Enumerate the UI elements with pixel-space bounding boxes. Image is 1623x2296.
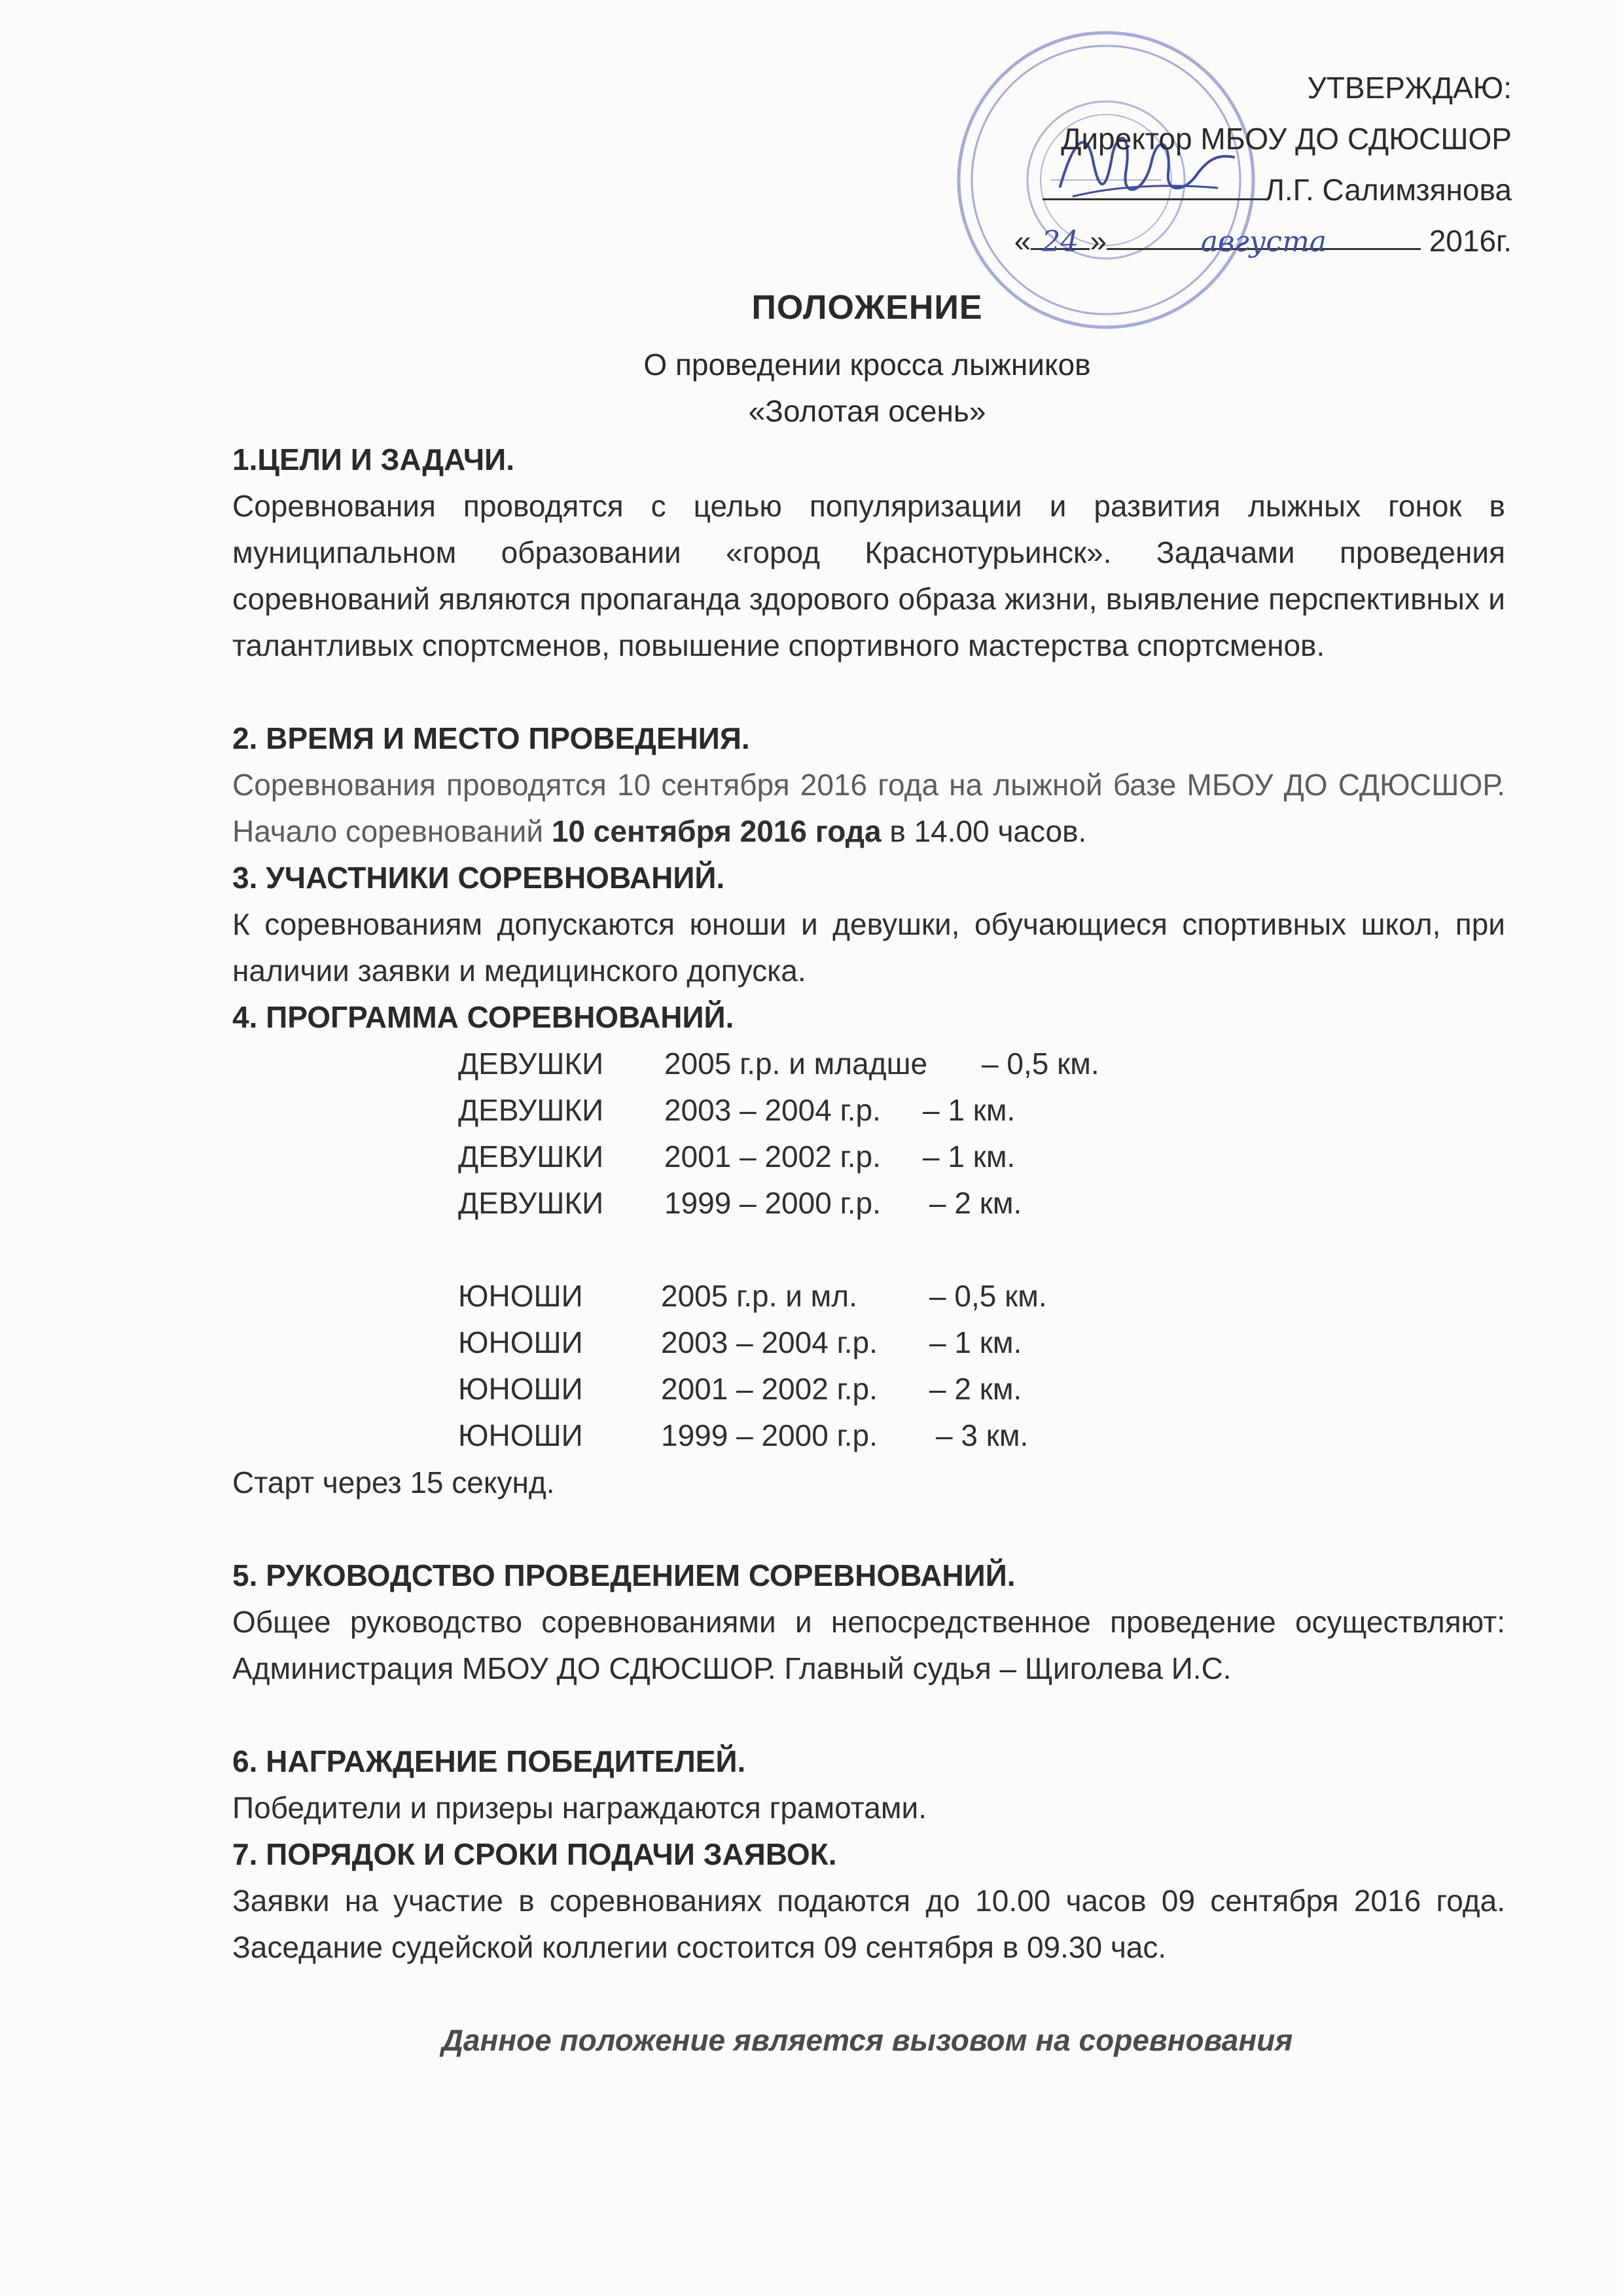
document-title: ПОЛОЖЕНИЕ xyxy=(751,289,983,327)
date-month: августа xyxy=(1107,217,1421,250)
section-text: К соревнованиям допускаются юноши и девушки, обучающиеся спортивных школ, при наличии заявки и медицинского допуска. xyxy=(232,907,1505,988)
section-text-part: в 14.00 часов. xyxy=(881,814,1087,848)
event-name: «Золотая осень» xyxy=(748,394,986,428)
section-heading: 7. ПОРЯДОК И СРОКИ ПОДАЧИ ЗАЯВОК. xyxy=(232,1837,837,1871)
program-years: 2003 – 2004 г.р. xyxy=(661,1325,878,1359)
program-years: 2001 – 2002 г.р. xyxy=(664,1139,881,1174)
section-heading: 3. УЧАСТНИКИ СОРЕВНОВАНИЙ. xyxy=(232,861,725,895)
date-quote-close: » xyxy=(1090,224,1107,258)
program-years: 1999 – 2000 г.р. xyxy=(661,1418,878,1452)
section-awards xyxy=(232,1738,1505,1831)
signature-blank xyxy=(1043,167,1265,200)
program-distance: – 3 км. xyxy=(936,1418,1029,1452)
section-participants xyxy=(232,855,1505,994)
section-heading: 4. ПРОГРАММА СОРЕВНОВАНИЙ. xyxy=(232,1000,734,1034)
program-years: 2003 – 2004 г.р. xyxy=(664,1093,881,1127)
section-text: Заявки на участие в соревнованиях подаются до 10.00 часов 09 сентября 2016 года. Заседание судейской коллегии состоится 09 сентября в 09.30 час. xyxy=(232,1884,1505,1964)
approval-position: Директор МБОУ ДО СДЮСШОР xyxy=(1061,122,1512,156)
section-heading: 5. РУКОВОДСТВО ПРОВЕДЕНИЕМ СОРЕВНОВАНИЙ. xyxy=(232,1558,1016,1592)
section-goals xyxy=(232,437,1505,669)
program-group: ЮНОШИ xyxy=(458,1372,583,1406)
program-distance: – 0,5 км. xyxy=(982,1047,1099,1081)
program-group: ЮНОШИ xyxy=(458,1418,583,1452)
section-text-part: Соревнования проводятся 10 сентября 2016 года на лыжной базе МБОУ ДО СДЮСШОР. Начало соревнований xyxy=(232,768,1505,848)
approval-heading: УТВЕРЖДАЮ: xyxy=(1307,71,1512,105)
approval-block xyxy=(923,62,1512,266)
program-group: ДЕВУШКИ xyxy=(458,1093,604,1127)
section-text: Соревнования проводятся с целью популяризации и развития лыжных гонок в муниципальном образовании «город Краснотурьинск». Задачами проведения соревнований являются пропаганда здорового образа жизни, выявление перспективных и талантливых спортсменов, повышение спортивного мастерства спортсменов. xyxy=(232,489,1505,662)
section-text: Победители и призеры награждаются грамотами. xyxy=(232,1791,927,1825)
program-distance: – 1 км. xyxy=(929,1325,1022,1359)
approval-signature-line xyxy=(923,164,1512,215)
section-program xyxy=(232,994,1505,1041)
program-group: ДЕВУШКИ xyxy=(458,1047,604,1081)
date-day: 24 xyxy=(1031,217,1090,250)
date-quote-open: « xyxy=(1014,224,1031,258)
program-note xyxy=(232,1460,1505,1506)
section-heading: 1.ЦЕЛИ И ЗАДАЧИ. xyxy=(232,442,515,476)
section-heading: 2. ВРЕМЯ И МЕСТО ПРОВЕДЕНИЯ. xyxy=(232,721,750,755)
section-applications xyxy=(232,1831,1505,1971)
program-group: ЮНОШИ xyxy=(458,1279,583,1313)
program-years: 2001 – 2002 г.р. xyxy=(661,1372,878,1406)
program-years: 2005 г.р. и мл. xyxy=(661,1279,857,1313)
start-interval-note: Старт через 15 секунд. xyxy=(232,1465,555,1499)
date-year: 2016г. xyxy=(1429,224,1512,258)
approval-date xyxy=(923,215,1512,266)
section-heading: 6. НАГРАЖДЕНИЕ ПОБЕДИТЕЛЕЙ. xyxy=(232,1744,746,1778)
program-distance: – 0,5 км. xyxy=(929,1279,1047,1313)
program-years: 2005 г.р. и младше xyxy=(664,1047,928,1081)
closing-statement: Данное положение является вызовом на соревнования xyxy=(441,2023,1293,2057)
section-text xyxy=(232,762,1505,855)
section-management xyxy=(232,1552,1505,1692)
program-distance: – 1 км. xyxy=(923,1093,1016,1127)
program-distance: – 2 км. xyxy=(929,1186,1022,1220)
section-time-place xyxy=(232,715,1505,855)
section-text: Общее руководство соревнованиями и непосредственное проведение осуществляют: Администрация МБОУ ДО СДЮСШОР. Главный судья – Щиголева И.С. xyxy=(232,1605,1505,1685)
program-distance: – 2 км. xyxy=(929,1372,1022,1406)
document-subtitle: О проведении кросса лыжников xyxy=(643,348,1091,382)
program-distance: – 1 км. xyxy=(923,1139,1016,1174)
approval-signer: Л.Г. Салимзянова xyxy=(1264,173,1512,207)
program-years: 1999 – 2000 г.р. xyxy=(664,1186,881,1220)
program-group: ЮНОШИ xyxy=(458,1325,583,1359)
program-group: ДЕВУШКИ xyxy=(458,1139,604,1174)
program-group: ДЕВУШКИ xyxy=(458,1186,604,1220)
start-date-bold: 10 сентября 2016 года xyxy=(551,814,882,848)
